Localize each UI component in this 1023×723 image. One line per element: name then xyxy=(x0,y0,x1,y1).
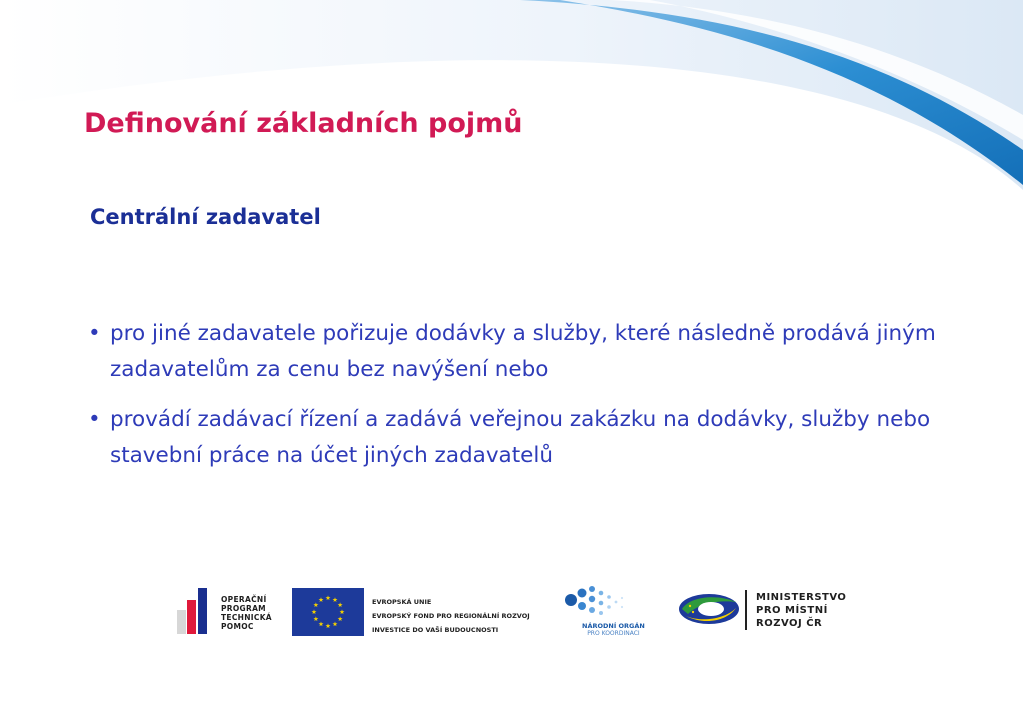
mmr-text: MINISTERSTVO PRO MÍSTNÍ ROZVOJ ČR xyxy=(756,592,847,629)
bullet-marker: • xyxy=(88,407,101,432)
footer-logos xyxy=(0,580,1023,650)
eu-text: EVROPSKÁ UNIE EVROPSKÝ FOND PRO REGIONÁLNÍ ROZVOJ INVESTICE DO VAŠÍ BUDOUCNOSTI xyxy=(372,598,530,634)
op-technicka-pomoc-logo xyxy=(177,588,215,634)
narodni-organ-text: NÁRODNÍ ORGÁN PRO KOORDINACI xyxy=(582,622,645,637)
slide-title: Definování základních pojmů xyxy=(84,108,523,139)
narodni-organ-logo-icon xyxy=(563,584,629,622)
slide-subtitle: Centrální zadavatel xyxy=(90,205,321,229)
mmr-separator xyxy=(745,590,747,630)
op-technicka-pomoc-text: OPERAČNÍ PROGRAM TECHNICKÁ POMOC xyxy=(221,595,272,631)
eu-flag-icon xyxy=(292,588,364,636)
bullet-list xyxy=(88,316,948,488)
bullet-text: pro jiné zadavatele pořizuje dodávky a služby, které následně prodává jiným zadavatelům za cenu bez navýšení nebo xyxy=(110,321,936,382)
bullet-text: provádí zadávací řízení a zadává veřejnou zakázku na dodávky, služby nebo stavební práce na účet jiných zadavatelů xyxy=(110,407,931,468)
bullet-item xyxy=(88,402,948,474)
bullet-item xyxy=(88,316,948,388)
bullet-marker: • xyxy=(88,321,101,346)
mmr-logo-icon xyxy=(678,592,740,626)
